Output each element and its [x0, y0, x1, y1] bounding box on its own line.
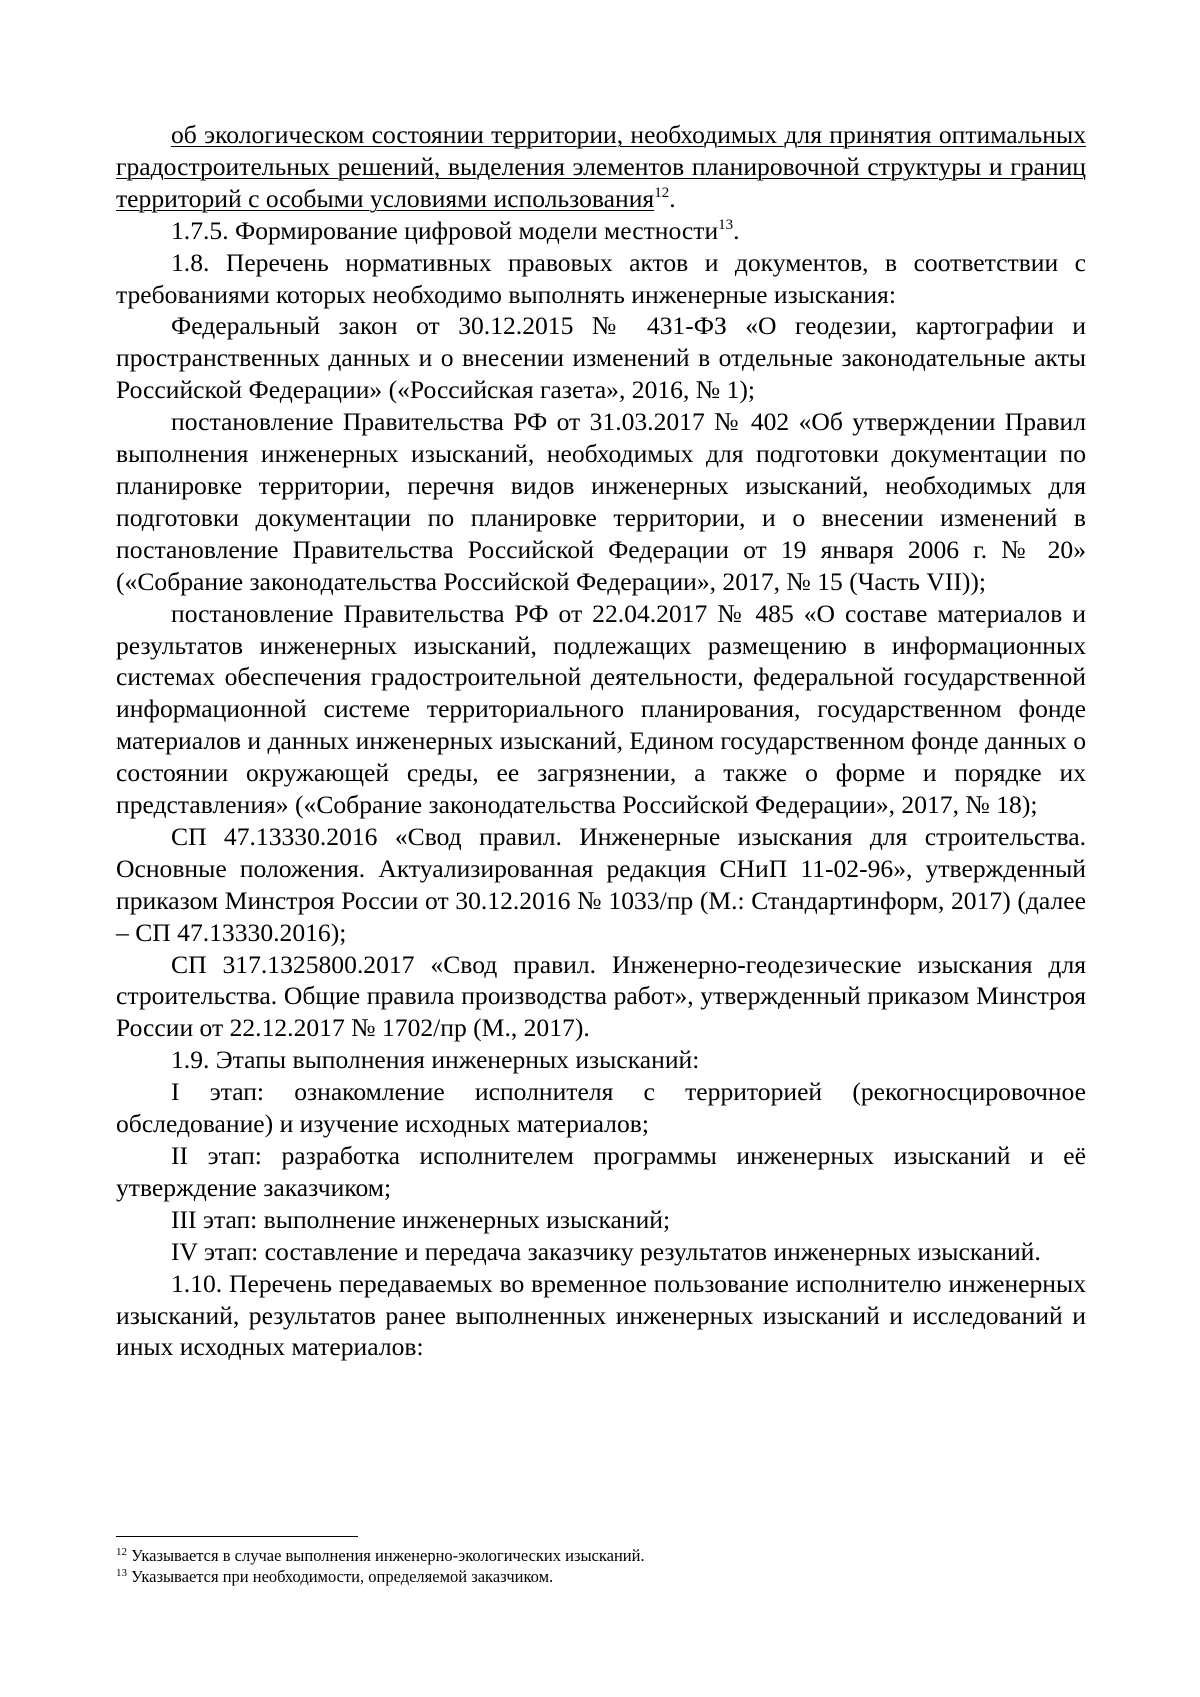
paragraph-federal-law: Федеральный закон от 30.12.2015 № 431-ФЗ «О геодезии, картографии и пространственных данных и о внесении изменений в отдельные законодательные акты Российской Федерации» («Российская газета», 2016, № 1); — [116, 311, 1086, 405]
paragraph-sp-317: СП 317.1325800.2017 «Свод правил. Инженерно-геодезические изыскания для строительства. Общие правила производства работ», утвержденный приказом Минстроя России от 22.12.2017 № 1702/пр (М., 2017). — [116, 949, 1086, 1043]
underlined-text: об экологическом состоянии территории, необходимых для принятия оптимальных градостроительных решений, выделения элементов планировочной структуры и границ территорий с особыми условиями использования — [116, 120, 1086, 213]
paragraph-sp-47: СП 47.13330.2016 «Свод правил. Инженерные изыскания для строительства. Основные положения. Актуализированная редакция СНиП 11-02-96», утвержденный приказом Минстроя России от 30.12.2016 № 1033/пр (М.: Стандартинформ, 2017) (далее – СП 47.13330.2016); — [116, 821, 1086, 947]
paragraph-stage-4: IV этап: составление и передача заказчику результатов инженерных изысканий. — [171, 1236, 1041, 1266]
paragraph-1-9: 1.9. Этапы выполнения инженерных изысканий: — [171, 1045, 700, 1075]
footnote-divider — [116, 1536, 358, 1537]
paragraph-ecology-continuation: об экологическом состоянии территории, необходимых для принятия оптимальных градостроительных решений, выделения элементов планировочной структуры и границ территорий с особыми условиями использования$^{12}$. — [116, 120, 1086, 213]
paragraph-1-8: 1.8. Перечень нормативных правовых актов и документов, в соответствии с требованиями которых необходимо выполнять инженерные изыскания: — [116, 247, 1086, 309]
document-body — [116, 119, 1086, 1363]
paragraph-resolution-402: постановление Правительства РФ от 31.03.2017 № 402 «Об утверждении Правил выполнения инженерных изысканий, необходимых для подготовки документации по планировке территории, перечня видов инженерных изысканий, необходимых для подготовки документации по планировке территории, и о внесении изменений в постановление Правительства Российской Федерации от 19 января 2006 г. № 20» («Собрание законодательства Российской Федерации», 2017, № 15 (Часть VII)); — [116, 407, 1086, 596]
footnotes — [116, 1536, 1086, 1587]
footnote-ref-13: 13 — [718, 216, 734, 233]
paragraph-1-7-5: 1.7.5. Формирование цифровой модели местности$^{13}$. — [171, 215, 740, 245]
footnote-ref-12: 12 — [654, 184, 670, 201]
paragraph-1-10: 1.10. Перечень передаваемых во временное пользование исполнителю инженерных изысканий, результатов ранее выполненных инженерных изысканий и исследований и иных исходных материалов: — [116, 1268, 1086, 1362]
footnote-12: $^{12}$ Указывается в случае выполнения инженерно-экологических изысканий. — [116, 1546, 645, 1565]
paragraph-stage-1: I этап: ознакомление исполнителя с территорией (рекогносцировочное обследование) и изучение исходных материалов; — [116, 1077, 1086, 1139]
paragraph-resolution-485: постановление Правительства РФ от 22.04.2017 № 485 «О составе материалов и результатов инженерных изысканий, подлежащих размещению в информационных системах обеспечения градостроительной деятельности, федеральной государственной информационной системе территориального планирования, государственном фонде материалов и данных инженерных изысканий, Едином государственном фонде данных о состоянии окружающей среды, ее загрязнении, а также о форме и порядке их представления» («Собрание законодательства Российской Федерации», 2017, № 18); — [116, 598, 1086, 820]
paragraph-stage-2: II этап: разработка исполнителем программы инженерных изысканий и её утверждение заказчиком; — [116, 1141, 1086, 1202]
paragraph-stage-3: III этап: выполнение инженерных изысканий; — [171, 1204, 671, 1234]
footnote-13: $^{13}$ Указывается при необходимости, определяемой заказчиком. — [116, 1567, 554, 1586]
